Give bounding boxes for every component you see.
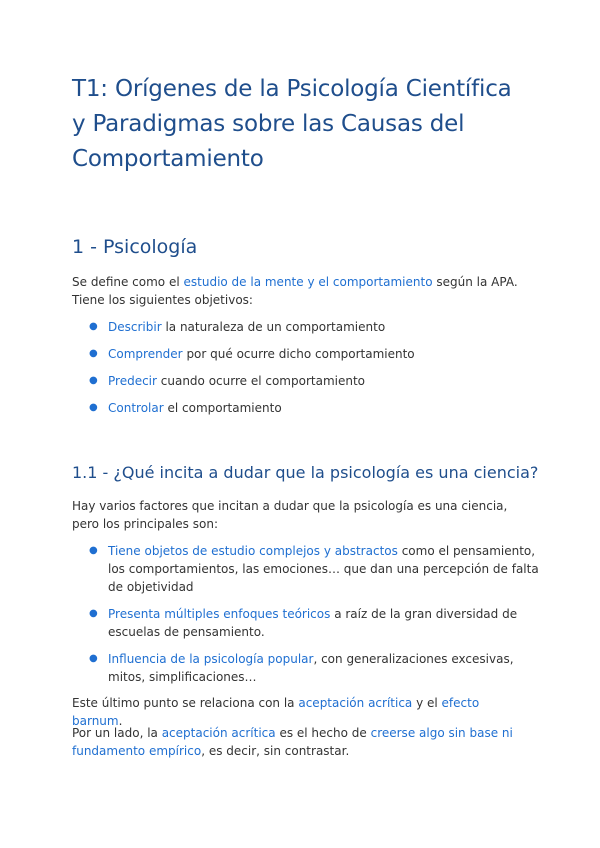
bullet-icon: ●	[89, 375, 98, 386]
list-item: ● Influencia de la psicología popular, con generalizaciones excesivas, mitos, simplificaciones…	[89, 652, 514, 684]
bullet-icon: ●	[89, 402, 98, 413]
list-item: ● Predecir cuando ocurre el comportamiento	[89, 374, 366, 388]
bullet-icon: ●	[89, 348, 98, 359]
list-item: ● Comprender por qué ocurre dicho comportamiento	[89, 347, 415, 361]
document-title: T1: Orígenes de la Psicología Científica y Paradigmas sobre las Causas del Comportamiento	[72, 76, 512, 172]
highlight-definition: estudio de la mente y el comportamiento	[183, 275, 433, 289]
section-heading-psicologia: 1 - Psicología	[72, 236, 198, 258]
list-item: ● Describir la naturaleza de un comportamiento	[89, 320, 386, 334]
factors-intro-paragraph: Hay varios factores que incitan a dudar que la psicología es una ciencia, pero los principales son:	[72, 499, 508, 531]
list-item: ● Tiene objetos de estudio complejos y abstractos como el pensamiento, los comportamientos, las emociones… que dan una percepción de falta de objetividad	[89, 544, 539, 594]
definition-paragraph: Se define como el estudio de la mente y el comportamiento según la APA. Tiene los siguientes objetivos:	[72, 275, 518, 307]
bullet-icon: ●	[89, 545, 98, 556]
closing-paragraph: Por un lado, la aceptación acrítica es el hecho de creerse algo sin base ni fundamento empírico, es decir, sin contrastar.	[72, 726, 513, 758]
factors-list	[72, 542, 542, 695]
bullet-icon: ●	[89, 608, 98, 619]
list-item: ● Controlar el comportamiento	[89, 401, 282, 415]
section-heading-dudas: 1.1 - ¿Qué incita a dudar que la psicología es una ciencia?	[72, 463, 539, 482]
bullet-icon: ●	[89, 653, 98, 664]
objectives-list	[72, 318, 542, 426]
bullet-icon: ●	[89, 321, 98, 332]
note-paragraph: Este último punto se relaciona con la aceptación acrítica y el efecto barnum.	[72, 696, 480, 728]
list-item: ● Presenta múltiples enfoques teóricos a raíz de la gran diversidad de escuelas de pensamiento.	[89, 607, 518, 639]
